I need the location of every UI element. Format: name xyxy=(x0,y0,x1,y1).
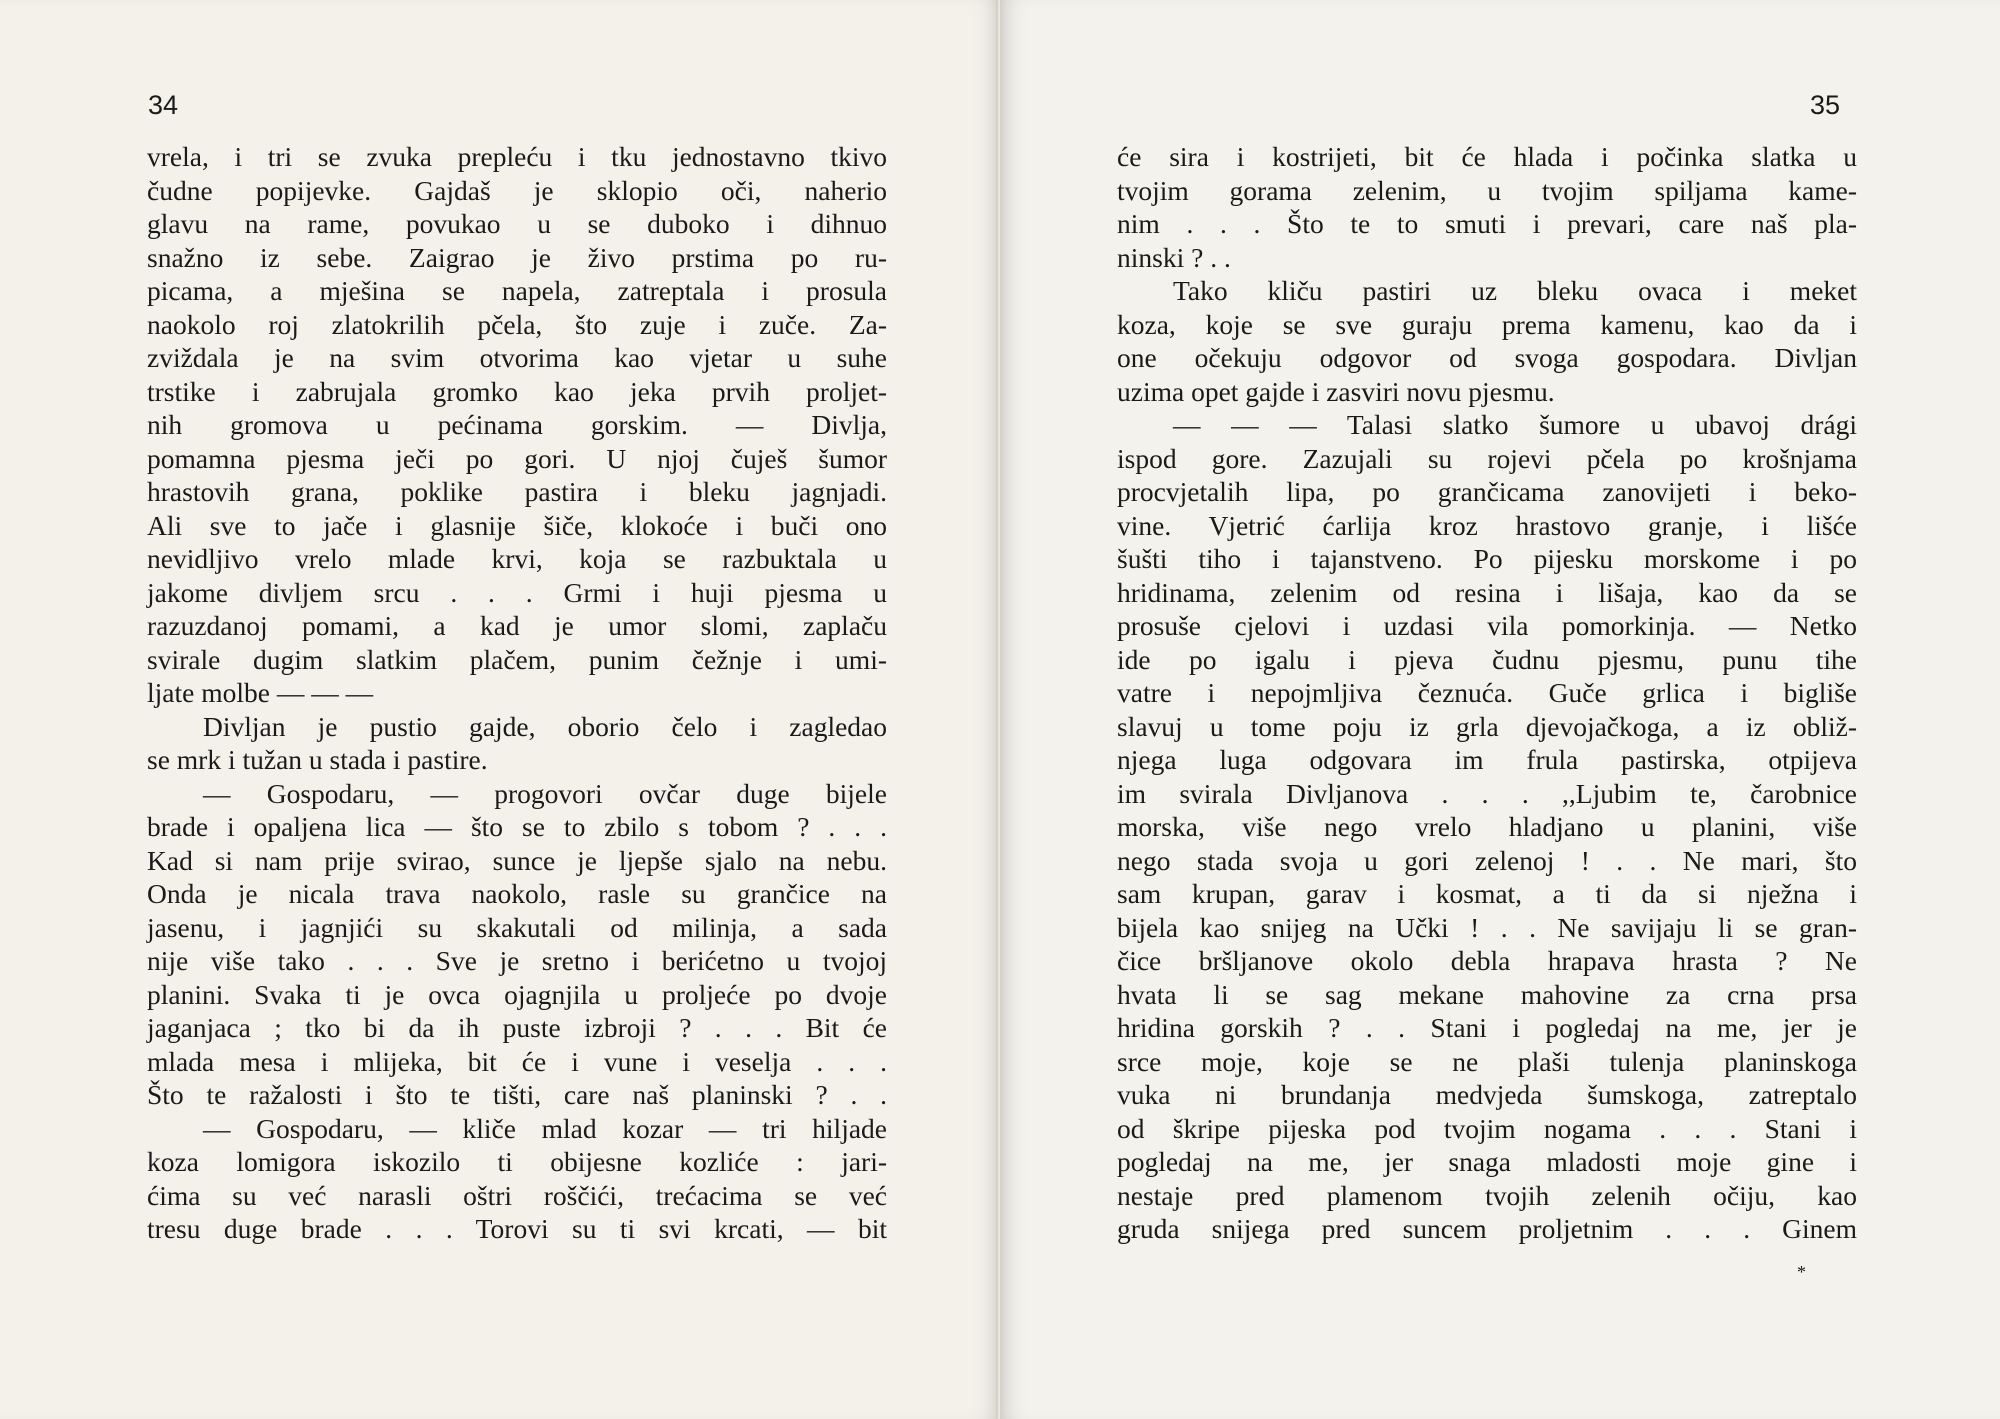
page-body-text xyxy=(1117,140,1857,1246)
text-line: Ali sve to jače i glasnije šiče, klokoće i buči ono xyxy=(147,509,887,541)
text-line: koza, koje se sve guraju prema kamenu, kao da i xyxy=(1117,308,1857,340)
text-line: bijela kao snijeg na Učki ! . . Ne savijaju li se gran- xyxy=(1117,911,1857,943)
text-line: vine. Vjetrić ćarlija kroz hrastovo granje, i lišće xyxy=(1117,509,1857,541)
text-line: hridina gorskih ? . . Stani i pogledaj na me, jer je xyxy=(1117,1012,1857,1043)
text-line: razuzdanoj pomami, a kad je umor slomi, zaplaču xyxy=(147,610,887,641)
text-line: njega luga odgovara im frula pastirska, otpijeva xyxy=(1117,744,1857,775)
text-line: one očekuju odgovor od svoga gospodara. Divljan xyxy=(1117,342,1857,373)
text-line: hrastovih grana, poklike pastira i bleku jagnjadi. xyxy=(147,476,887,507)
text-line: sam krupan, garav i kosmat, a ti da si nježna i xyxy=(1117,878,1857,909)
text-line: koza lomigora iskozilo ti obijesne kozliće : jari- xyxy=(147,1146,887,1177)
text-line: tvojim gorama zelenim, u tvojim spiljama kame- xyxy=(1117,174,1857,206)
text-line: nim . . . Što te to smuti i prevari, care naš pla- xyxy=(1117,208,1857,239)
text-line: vrela, i tri se zvuka prepleću i tku jednostavno tkivo xyxy=(147,141,887,172)
text-line: naokolo roj zlatokrilih pčela, što zuje i zuče. Za- xyxy=(147,308,887,340)
text-line: — Gospodaru, — progovori ovčar duge bijele xyxy=(203,777,887,809)
page-number: 35 xyxy=(1809,90,1840,120)
text-line: nije više tako . . . Sve je sretno i berićetno u tvojoj xyxy=(147,945,887,976)
text-line: ispod gore. Zazujali su rojevi pčela po krošnjama xyxy=(1117,442,1857,474)
text-line: Divljan je pustio gajde, oborio čelo i zagledao xyxy=(203,710,887,742)
text-line: vatre i nepojmljiva čeznuća. Guče grlica i bigliše xyxy=(1117,677,1857,708)
text-line: im svirala Divljanova . . . ,,Ljubim te, čarobnice xyxy=(1117,777,1857,809)
text-line: slavuj u tome poju iz grla djevojačkoga, a iz obliž- xyxy=(1117,710,1857,742)
text-line: Tako kliču pastiri uz bleku ovaca i meket xyxy=(1173,275,1857,306)
text-line: gruda snijega pred suncem proljetnim . . . Ginem xyxy=(1117,1213,1857,1244)
right-page xyxy=(1000,0,2000,1419)
text-line: ide po igalu i pjeva čudnu pjesmu, punu tihe xyxy=(1117,643,1857,675)
text-line: planini. Svaka ti je ovca ojagnjila u proljeće po dvoje xyxy=(147,978,887,1010)
text-line: picama, a mješina se napela, zatreptala i prosula xyxy=(147,275,887,306)
text-line: hvata li se sag mekane mahovine za crna prsa xyxy=(1117,978,1857,1010)
text-line: će sira i kostrijeti, bit će hlada i počinka slatka u xyxy=(1117,141,1857,172)
text-line: hridinama, zelenim od resina i lišaja, kao da se xyxy=(1117,576,1857,608)
text-line: nih gromova u pećinama gorskim. — Divlja, xyxy=(147,409,887,440)
text-line: čice bršljanove okolo debla hrapava hrasta ? Ne xyxy=(1117,945,1857,976)
text-line: pogledaj na me, jer snaga mladosti moje gine i xyxy=(1117,1146,1857,1177)
page-number: 34 xyxy=(148,90,179,120)
text-line: ljate molbe — — — xyxy=(147,677,374,708)
text-line: od škripe pijeska pod tvojim nogama . . . Stani i xyxy=(1117,1112,1857,1144)
text-line: morska, više nego vrelo hladjano u planini, više xyxy=(1117,811,1857,842)
text-line: — — — Talasi slatko šumore u ubavoj drági xyxy=(1173,409,1857,440)
text-line: ćima su već narasli oštri roščići, trećacima se već xyxy=(147,1179,887,1211)
text-line: pomamna pjesma ječi po gori. U njoj čuješ šumor xyxy=(147,442,887,474)
text-line: Kad si nam prije svirao, sunce je ljepše sjalo na nebu. xyxy=(147,844,887,876)
text-line: glavu na rame, povukao u se duboko i dihnuo xyxy=(147,208,887,239)
text-line: svirale dugim slatkim plačem, punim čežnje i umi- xyxy=(147,643,887,675)
text-line: se mrk i tužan u stada i pastire. xyxy=(147,744,488,775)
text-line: srce moje, koje se ne plaši tulenja planinskoga xyxy=(1117,1045,1857,1077)
text-line: ninski ? . . xyxy=(1117,241,1231,273)
text-line: nego stada svoja u gori zelenoj ! . . Ne mari, što xyxy=(1117,844,1857,876)
text-line: šušti tiho i tajanstveno. Po pijesku morskome i po xyxy=(1117,543,1857,574)
text-line: — Gospodaru, — kliče mlad kozar — tri hiljade xyxy=(203,1112,887,1144)
text-line: čudne popijevke. Gajdaš je sklopio oči, naherio xyxy=(147,174,887,206)
text-line: brade i opaljena lica — što se to zbilo s tobom ? . . . xyxy=(147,811,887,842)
text-line: uzima opet gajde i zasviri novu pjesmu. xyxy=(1117,375,1555,407)
text-line: vuka ni brundanja medvjeda šumskoga, zatreptalo xyxy=(1117,1079,1857,1110)
text-line: Onda je nicala trava naokolo, rasle su grančice na xyxy=(147,878,887,909)
text-line: mlada mesa i mlijeka, bit će i vune i veselja . . . xyxy=(147,1045,887,1077)
text-line: nestaje pred plamenom tvojih zelenih očiju, kao xyxy=(1117,1179,1857,1211)
text-line: procvjetalih lipa, po grančicama zanovijeti i beko- xyxy=(1117,476,1857,507)
text-line: Što te ražalosti i što te tišti, care naš planinski ? . . xyxy=(147,1079,887,1110)
text-line: tresu duge brade . . . Torovi su ti svi krcati, — bit xyxy=(147,1213,887,1244)
text-line: trstike i zabrujala gromko kao jeka prvih proljet- xyxy=(147,375,887,407)
text-line: prosuše cjelovi i uzdasi vila pomorkinja. — Netko xyxy=(1117,610,1857,641)
text-line: snažno iz sebe. Zaigrao je živo prstima po ru- xyxy=(147,241,887,273)
footer-mark: * xyxy=(1797,1262,1806,1282)
text-line: jasenu, i jagnjići su skakutali od milinja, a sada xyxy=(147,911,887,943)
text-line: zviždala je na svim otvorima kao vjetar u suhe xyxy=(147,342,887,373)
text-line: jaganjaca ; tko bi da ih puste izbroji ? . . . Bit će xyxy=(147,1012,887,1043)
text-line: jakome divljem srcu . . . Grmi i huji pjesma u xyxy=(147,576,887,608)
page-body-text xyxy=(147,140,887,1246)
text-line: nevidljivo vrelo mlade krvi, koja se razbuktala u xyxy=(147,543,887,574)
